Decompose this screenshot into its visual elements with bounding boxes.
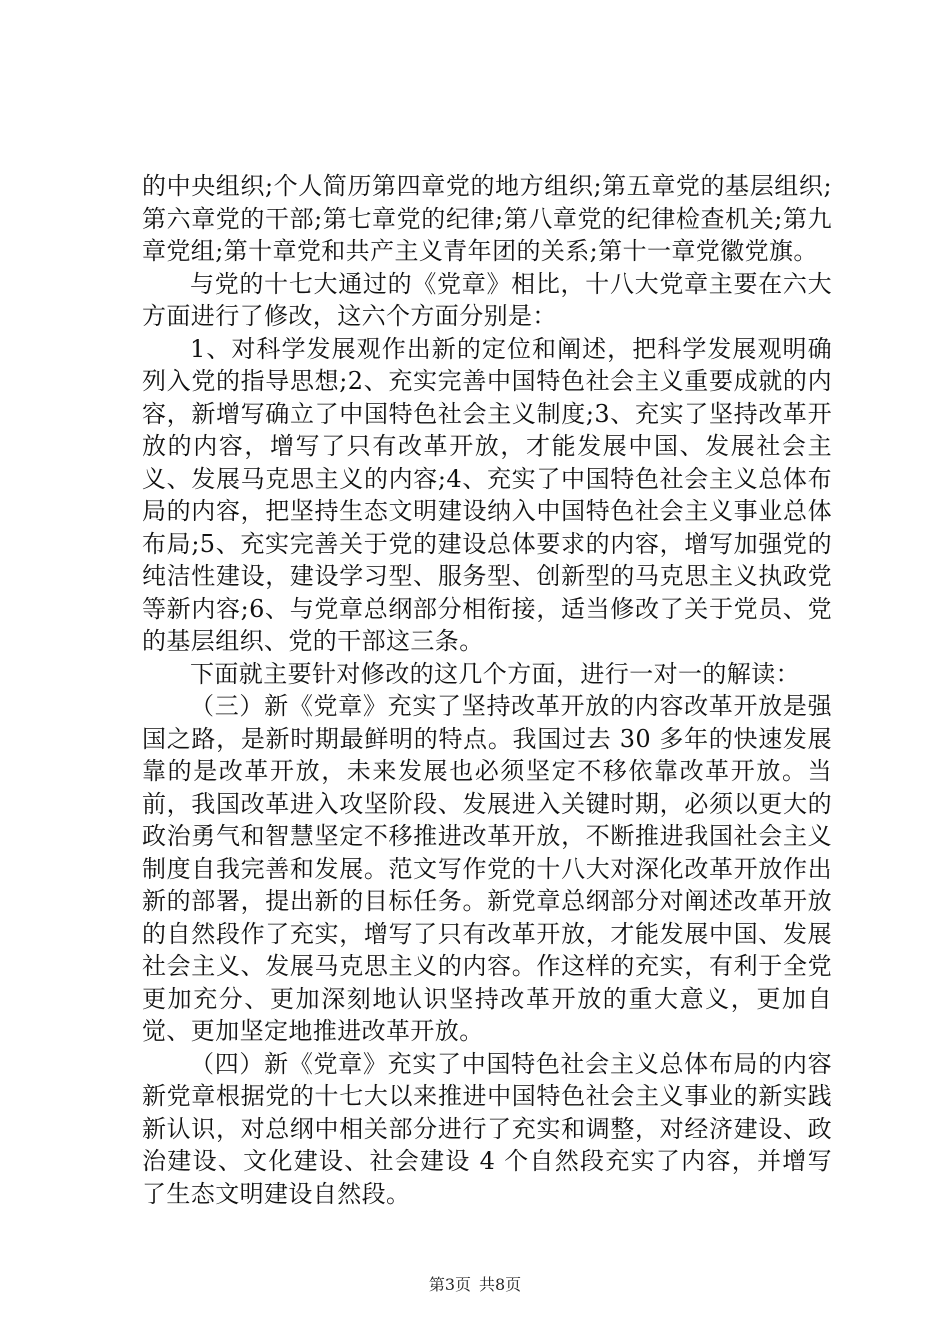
page-number: 第3页 [428, 1275, 471, 1294]
page-total: 共8页 [479, 1275, 522, 1294]
paragraph-1: 的中央组织;个人简历第四章党的地方组织;第五章党的基层组织;第六章党的干部;第七章党的纪律;第八章党的纪律检查机关;第九章党组;第十章党和共产主义青年团的关系;第十一章党徽党旗。 [142, 172, 832, 265]
paragraph-2: 与党的十七大通过的《党章》相比，十八大党章主要在六大方面进行了修改，这六个方面分别是： [142, 269, 832, 330]
paragraph-6: （四）新《党章》充实了中国特色社会主义总体布局的内容新党章根据党的十七大以来推进中国特色社会主义事业的新实践新认识，对总纲中相关部分进行了充实和调整，对经济建设、政治建设、文化建设、社会建设 4 个自然段充实了内容，并增写了生态文明建设自然段。 [142, 1049, 832, 1208]
paragraph-5: （三）新《党章》充实了坚持改革开放的内容改革开放是强国之路，是新时期最鲜明的特点。我国过去 30 多年的快速发展靠的是改革开放，未来发展也必须坚定不移依靠改革开放。当前，我国改革进入攻坚阶段、发展进入关键时期，必须以更大的政治勇气和智慧坚定不移推进改革开放，不断推进我国社会主义制度自我完善和发展。范文写作党的十八大对深化改革开放作出新的部署，提出新的目标任务。新党章总纲部分对阐述改革开放的自然段作了充实，增写了只有改革开放，才能发展中国、发展社会主义、发展马克思主义的内容。作这样的充实，有利于全党更加充分、更加深刻地认识坚持改革开放的重大意义，更加自觉、更加坚定地推进改革开放。 [142, 692, 832, 1045]
document-body [142, 170, 832, 1210]
page-footer [0, 1272, 950, 1295]
paragraph-3: 1、对科学发展观作出新的定位和阐述，把科学发展观明确列入党的指导思想;2、充实完善中国特色社会主义重要成就的内容，新增写确立了中国特色社会主义制度;3、充实了坚持改革开放的内容，增写了只有改革开放，才能发展中国、发展社会主义、发展马克思主义的内容;4、充实了中国特色社会主义总体布局的内容，把坚持生态文明建设纳入中国特色社会主义事业总体布局;5、充实完善关于党的建设总体要求的内容，增写加强党的纯洁性建设，建设学习型、服务型、创新型的马克思主义执政党等新内容;6、与党章总纲部分相衔接，适当修改了关于党员、党的基层组织、党的干部这三条。 [142, 334, 832, 655]
paragraph-4: 下面就主要针对修改的这几个方面，进行一对一的解读： [190, 659, 800, 688]
